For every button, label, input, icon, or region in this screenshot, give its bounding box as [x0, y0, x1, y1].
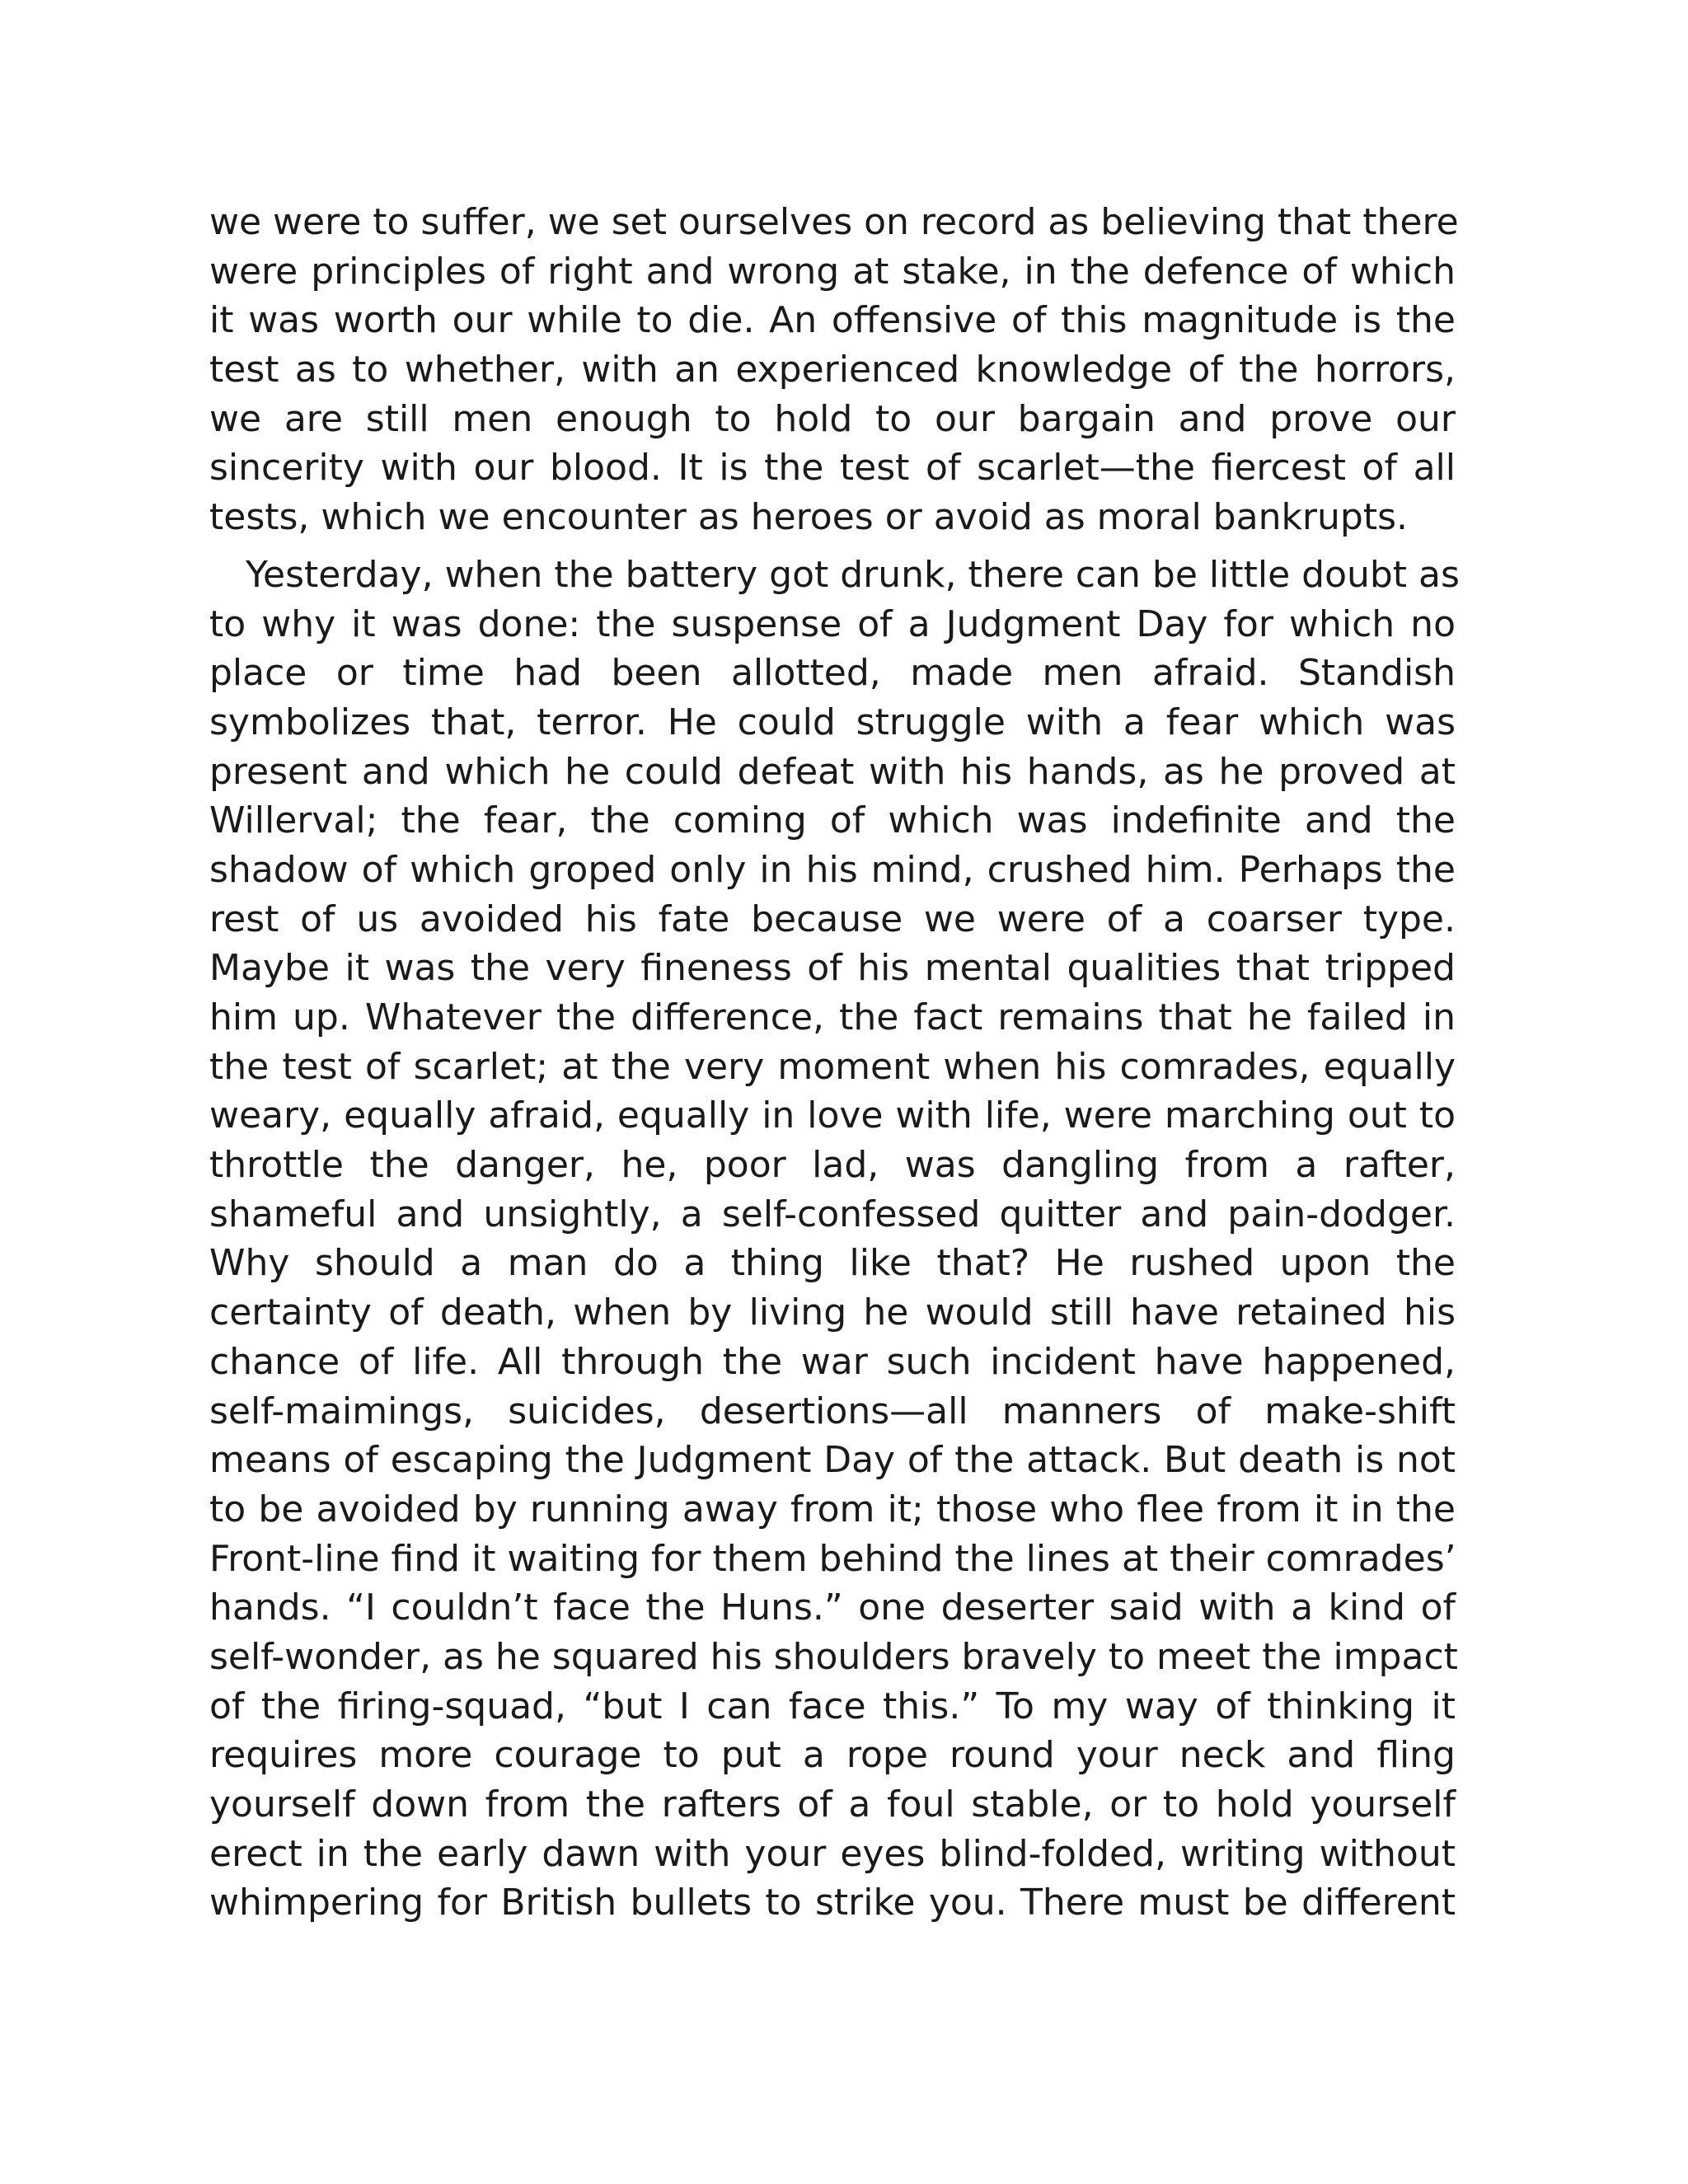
- text-line: erect in the early dawn with your eyes blind-folded, writing without: [209, 1832, 1456, 1875]
- text-line: yourself down from the rafters of a foul stable, or to hold yourself: [209, 1783, 1456, 1825]
- text-line: throttle the danger, he, poor lad, was dangling from a rafter,: [209, 1144, 1456, 1187]
- text-line: certainty of death, when by living he would still have retained his: [209, 1291, 1456, 1334]
- text-line: shadow of which groped only in his mind, crushed him. Perhaps the: [209, 848, 1456, 891]
- text-line: Yesterday, when the battery got drunk, there can be little doubt as: [246, 553, 1460, 596]
- paragraph-gap: [209, 542, 1456, 551]
- text-line: to be avoided by running away from it; those who flee from it in the: [209, 1488, 1456, 1530]
- text-line: him up. Whatever the difference, the fact remains that he failed in: [209, 996, 1456, 1038]
- text-line: the test of scarlet; at the very moment when his comrades, equally: [209, 1045, 1456, 1088]
- text-line: means of escaping the Judgment Day of the attack. But death is not: [209, 1439, 1456, 1482]
- text-line: of the firing-squad, “but I can face this.” To my way of thinking it: [209, 1685, 1456, 1727]
- paragraph-1: [209, 198, 1459, 542]
- text-line: weary, equally afraid, equally in love with life, were marching out to: [209, 1094, 1456, 1137]
- text-line: hands. “I couldn’t face the Huns.” one deserter said with a kind of: [209, 1586, 1456, 1629]
- text-line: rest of us avoided his fate because we were of a coarser type.: [209, 898, 1456, 940]
- text-line: sincerity with our blood. It is the test of scarlet—the fiercest of all: [209, 447, 1456, 490]
- text-line: it was worth our while to die. An offensive of this magnitude is the: [209, 299, 1456, 342]
- text-line: chance of life. All through the war such incident have happened,: [209, 1340, 1456, 1383]
- text-line: self-maimings, suicides, desertions—all manners of make-shift: [209, 1390, 1456, 1432]
- paragraph-2: [209, 551, 1460, 1928]
- text-line: Why should a man do a thing like that? He rushed upon the: [209, 1242, 1456, 1285]
- text-line: Maybe it was the very fineness of his mental qualities that tripped: [209, 947, 1456, 990]
- text-line: test as to whether, with an experienced knowledge of the horrors,: [209, 349, 1456, 391]
- text-line: to why it was done: the suspense of a Judgment Day for which no: [209, 602, 1456, 645]
- text-line: tests, which we encounter as heroes or avoid as moral bankrupts.: [209, 496, 1408, 539]
- text-line: shameful and unsightly, a self-confessed quitter and pain-dodger.: [209, 1193, 1456, 1235]
- text-line: self-wonder, as he squared his shoulders bravely to meet the impact: [209, 1635, 1458, 1678]
- text-line: present and which he could defeat with his hands, as he proved at: [209, 750, 1456, 793]
- text-line: symbolizes that, terror. He could struggle with a fear which was: [209, 701, 1456, 743]
- text-line: requires more courage to put a rope round your neck and fling: [209, 1734, 1456, 1777]
- text-line: place or time had been allotted, made men afraid. Standish: [209, 652, 1456, 695]
- text-line: Front-line find it waiting for them behind the lines at their comrades’: [209, 1537, 1456, 1580]
- text-line: were principles of right and wrong at stake, in the defence of which: [209, 250, 1456, 293]
- body-text: [209, 198, 1460, 1928]
- text-line: Willerval; the fear, the coming of which was indefinite and the: [209, 799, 1456, 842]
- text-line: we are still men enough to hold to our bargain and prove our: [209, 397, 1456, 440]
- text-line: whimpering for British bullets to strike you. There must be different: [209, 1882, 1456, 1924]
- text-line: we were to suffer, we set ourselves on record as believing that there: [209, 201, 1459, 243]
